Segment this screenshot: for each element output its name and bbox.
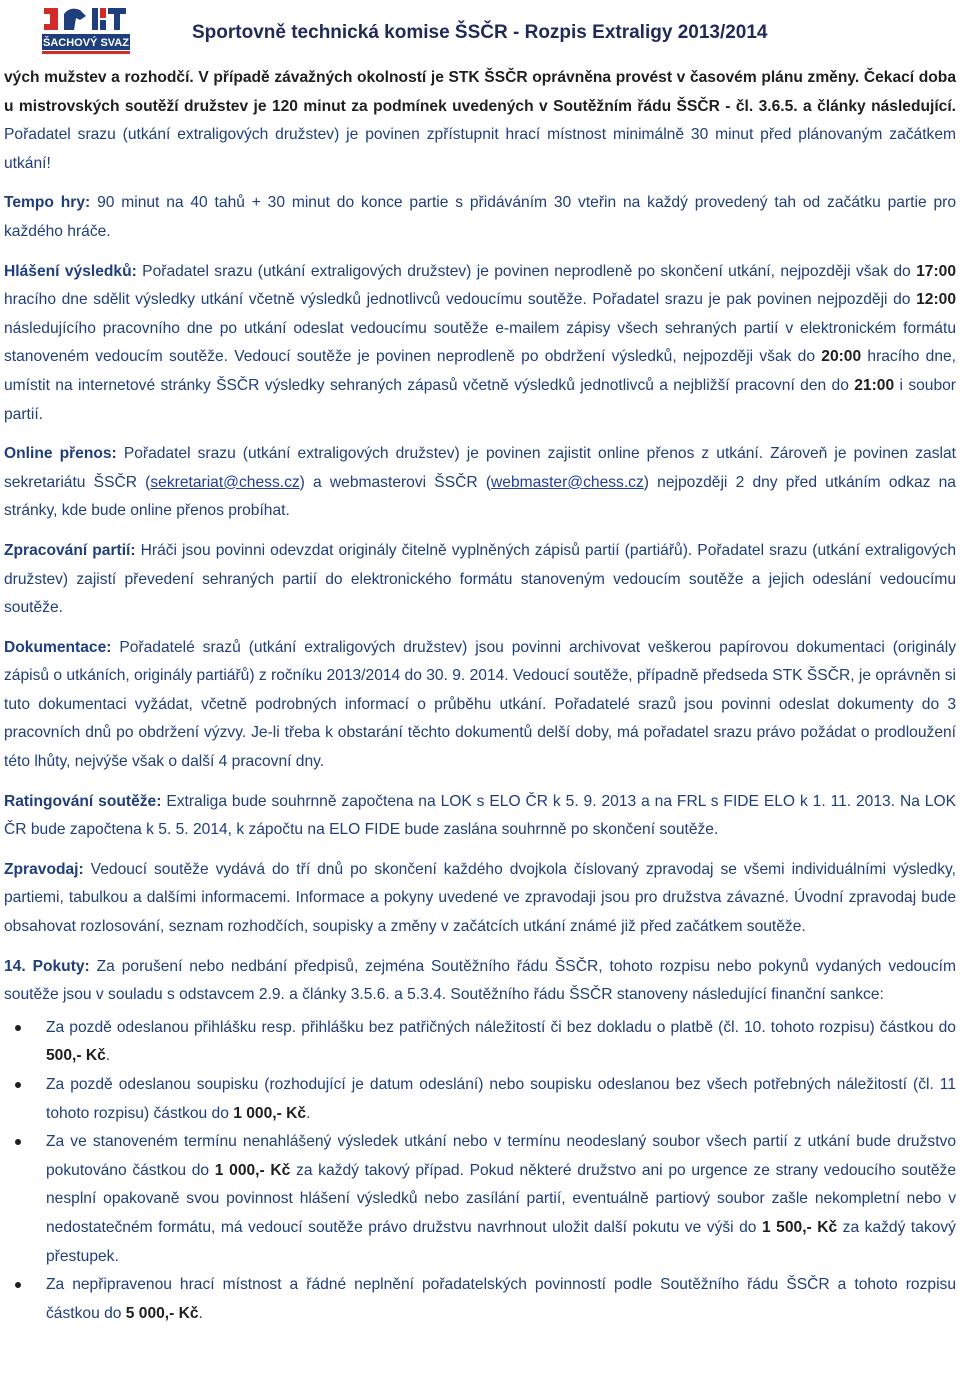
online-label: Online přenos:: [4, 445, 117, 463]
list-item: [4, 1271, 956, 1328]
sanction-text-end: .: [306, 1104, 311, 1122]
sanction-amount: 1 000,- Kč: [233, 1104, 307, 1122]
schedule-text: Pořadatel srazu (utkání extraligových družstev) je povinen zpřístupnit hrací místnost minimálně 30 minut před plánovaným začátkem utkání!: [4, 126, 956, 172]
sanction-text-end: za každý takový přestupek.: [46, 1218, 956, 1265]
results-text-4: hracího dne, umístit na internetové stránky ŠSČR výsledky sehraných zápasů včetně výsledků jednotlivců a nejbližší pracovní den do: [4, 348, 956, 394]
sanction-amount-2: 1 500,- Kč: [762, 1218, 838, 1236]
document-body: [4, 64, 956, 1328]
header-title: Sportovně technická komise ŠSČR - Rozpis Extraligy 2013/2014: [192, 22, 768, 43]
sanction-text-end: .: [105, 1047, 111, 1065]
bulletin-label: Zpravodaj:: [4, 860, 84, 878]
results-text-2: hracího dne sdělit výsledky utkání včetně výsledků jednotlivců vedoucímu soutěže. Pořadatel srazu je pak povinen nejpozději do: [4, 291, 917, 309]
sanction-amount: 1 000,- Kč: [214, 1161, 291, 1179]
paragraph-penalties: [4, 953, 956, 1010]
results-time-3: 20:00: [821, 348, 862, 366]
documentation-text: Pořadatelé srazů (utkání extraligových družstev) jsou povinni archivovat veškerou papírovou dokumentaci (originály zápisů o utkáních, originály partiářů) z ročníku 2013/2014 do 30. 9. 2014. Vedoucí soutěže, případně předseda STK ŠSČR, je oprávněn si tuto dokumentaci vyžádat, včetně podrobných informací o průběhu utkání. Pořadatelé srazů jsou povinni odeslat dokumenty do 3 pracovních dnů po obdržení výzvy. Je-li třeba k obstarání těchto dokumentů delší doby, má pořadatel srazu právo požádat o prodloužení této lhůty, nejvýše však o další 4 pracovní dny.: [4, 638, 956, 771]
paragraph-results-reporting: [4, 258, 956, 430]
online-text-3: ) nejpozději 2 dny před utkáním odkaz na stránky, kde bude online přenos probíhat.: [4, 473, 956, 520]
rating-label: Ratingování soutěže:: [4, 792, 162, 810]
paragraph-rating: [4, 788, 956, 845]
sanction-text: Za ve stanoveném termínu nenahlášený výsledek utkání nebo v termínu neodeslaný soubor všech partií z utkání bude družstvo pokutováno částkou do: [46, 1133, 956, 1179]
paragraph-documentation: [4, 634, 956, 777]
paragraph-online: [4, 440, 956, 526]
sanction-text: Za pozdě odeslanou přihlášku resp. přihlášku bez patřičných náležitostí či bez dokladu o platbě (čl. 10. tohoto rozpisu) částkou do: [46, 1018, 956, 1036]
results-time-1: 17:00: [916, 262, 956, 280]
list-item: [4, 1128, 956, 1271]
tempo-text: 90 minut na 40 tahů + 30 minut do konce partie s přidáváním 30 vteřin na každý provedený tah od začátku partie pro každého hráče.: [4, 194, 956, 240]
results-text-1: Pořadatel srazu (utkání extraligových družstev) je povinen neprodleně po skončení utkání, nejpozději však do: [136, 262, 917, 280]
processing-text: Hráči jsou povinni odevzdat originály čitelně vyplněných zápisů partií (partiářů). Pořadatel srazu (utkání extraligových družstev) zajistí převedení sehraných partií do elektronického formátu stanoveným vedoucím soutěže a jejich odeslání vedoucímu soutěže.: [4, 541, 956, 617]
chess-federation-logo: [40, 4, 132, 56]
schedule-text-bold: vých mužstev a rozhodčí. V případě závažných okolností je STK ŠSČR oprávněna provést v časovém plánu změny. Čekací doba u mistrovských soutěží družstev je 120 minut za podmínek uvedených v Soutěžním řádu ŠSČR - čl. 3.6.5. a články následující.: [4, 69, 956, 115]
list-item: [4, 1071, 956, 1128]
paragraph-game-processing: [4, 537, 956, 623]
sanction-text: Za nepřipravenou hrací místnost a řádné neplnění pořadatelských povinností podle Soutěžního řádu ŠSČR a tohoto rozpisu částkou do: [46, 1276, 956, 1322]
rating-text: Extraliga bude souhrnně započtena na LOK s ELO ČR k 5. 9. 2013 a na FRL s FIDE ELO k 1. 11. 2013. Na LOK ČR bude započtena k 5. 5. 2014, k zápočtu na ELO FIDE bude zaslána souhrnně po skončení soutěže.: [4, 792, 956, 839]
results-time-2: 12:00: [916, 291, 956, 309]
documentation-label: Dokumentace:: [4, 638, 112, 656]
penalties-label: 14. Pokuty:: [4, 957, 90, 975]
bulletin-text: Vedoucí soutěže vydává do tří dnů po skončení každého dvojkola číslovaný zpravodaj se všemi individuálními výsledky, partiemi, tabulkou a dalšími informacemi. Informace a pokyny uvedené ve zpravodaji jsou pro družstva závazné. Úvodní zpravodaj bude obsahovat rozlosování, seznam rozhodčích, soupisky a změny v začátcích utkání známé již před začátkem soutěže.: [4, 860, 956, 936]
online-text-1: Pořadatel srazu (utkání extraligových družstev) je povinen zajistit online přenos z utkání. Zároveň je povinen zaslat sekretariátu ŠSČR (: [4, 445, 956, 491]
page-header: [0, 0, 960, 58]
paragraph-bulletin: [4, 856, 956, 942]
list-item: [4, 1014, 956, 1071]
results-text-3: následujícího pracovního dne po utkání odeslat vedoucímu soutěže e-mailem zápisy všech sehraných partií v elektronickém formátu stanoveném vedoucím soutěže. Vedoucí soutěže je povinen neprodleně po obdržení výsledků, nejpozději však do: [4, 319, 956, 366]
paragraph-tempo: [4, 189, 956, 246]
processing-label: Zpracování partií:: [4, 541, 136, 559]
tempo-label: Tempo hry:: [4, 194, 91, 212]
online-text-2: ) a webmasterovi ŠSČR (: [299, 473, 492, 491]
email-link-sekretariat[interactable]: sekretariat@chess.cz: [150, 473, 300, 491]
results-text-5: i soubor partií.: [4, 376, 957, 423]
sanction-text-end: .: [198, 1304, 203, 1322]
results-label: Hlášení výsledků:: [4, 262, 137, 280]
sanction-text: Za pozdě odeslanou soupisku (rozhodující je datum odeslání) nebo soupisku odeslanou bez všech potřebných náležitostí (čl. 11 tohoto rozpisu) částkou do: [46, 1076, 956, 1122]
paragraph-schedule: [4, 64, 956, 178]
sanction-amount: 500,- Kč: [46, 1047, 106, 1065]
penalties-text: Za porušení nebo nedbání předpisů, zejména Soutěžního řádu ŠSČR, tohoto rozpisu nebo pokynů vydaných vedoucím soutěže jsou v souladu s odstavcem 2.9. a články 3.5.6. a 5.3.4. Soutěžního řádu ŠSČR stanoveny následující finanční sankce:: [4, 957, 956, 1004]
email-link-webmaster[interactable]: webmaster@chess.cz: [491, 473, 644, 491]
sanction-amount: 5 000,- Kč: [125, 1304, 199, 1322]
svg-text:ŠACHOVÝ SVAZ: ŠACHOVÝ SVAZ: [43, 37, 129, 49]
sanction-text-mid: za každý takový případ. Pokud některé družstvo ani po urgence ze strany vedoucího soutěže nesplní opakovaně svou povinnost hlášení výsledků nebo zasílání partií, eventuálně partiový soubor zašle nekompletní nebo v nedostatečném formátu, má vedoucí soutěže právo družstvu navrhnout uložit další pokutu ve výši do: [46, 1161, 956, 1236]
sanctions-list: [4, 1014, 956, 1329]
results-time-4: 21:00: [854, 376, 895, 394]
